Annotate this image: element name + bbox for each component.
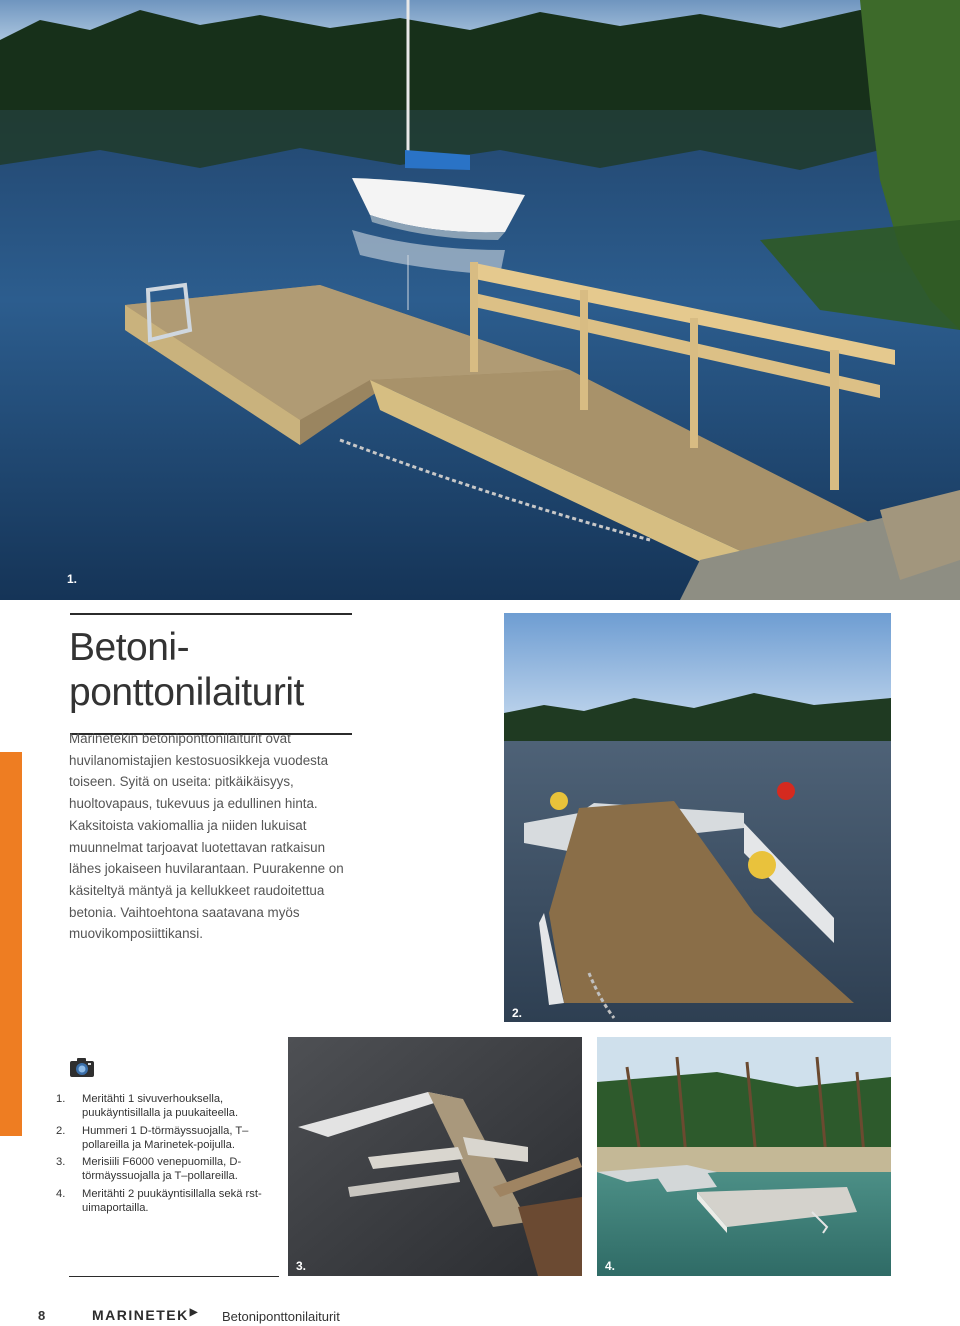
photo-pier-aerial [288,1037,582,1276]
captions-rule [69,1276,279,1277]
camera-icon [69,1056,95,1078]
caption-item: 4. Meritähti 2 puukäyntisillalla sekä rst-uimaportailla. [56,1187,262,1215]
photo-label: 2. [512,1006,523,1020]
intro-paragraph: Marinetekin betoniponttonilaiturit ovat huvilanomistajien kestosuosikkeja vuodesta toiseen. Syitä on useita: pitkäikäisyys, huoltovapaus, tukevuus ja edullinen hinta. Kaksitoista vakiomallia ja niiden lukuisat muunnelmat tarjoavat luotettavan ratkaisun lähes jokaiseen huvilarantaan. Puurakenne on käsiteltyä mäntyä ja kellukkeet raudoitettua betonia. Vaihtoehtona saatavana myös muovikomposiittikansi. [69,731,344,942]
photo-label: 4. [605,1259,616,1273]
brand-name: MARINETEK [92,1307,189,1323]
brand-logo [92,1307,199,1323]
logo-arrow-icon: ▶ [189,1307,199,1318]
photo-pier-forest-shore [597,1037,891,1276]
photo-label: 3. [296,1259,307,1273]
photo-pier-t-shape [504,613,891,1022]
photo-captions [56,1092,269,1218]
photo-label: 1. [67,572,78,586]
page-number: 8 [38,1308,46,1323]
caption-item: 2. Hummeri 1 D-törmäyssuojalla, T–pollareilla ja Marinetek-poijulla. [56,1124,249,1151]
caption-item: 3. Merisiili F6000 venepuomilla, D-törmäyssuojalla ja T–pollareilla. [56,1156,242,1183]
caption-item: 1. Meritähti 1 sivuverhouksella, puukäyntisillalla ja puukaiteella. [56,1093,239,1120]
photo-pier-lake [0,0,960,600]
footer-section-title: Betoniponttonilaiturit [222,1309,340,1324]
title-line-2: ponttonilaiturit [69,671,304,714]
accent-bar [0,752,22,1136]
title-rule-top [70,613,352,615]
title-line-1: Betoni- [69,626,190,669]
page-title [69,625,369,715]
